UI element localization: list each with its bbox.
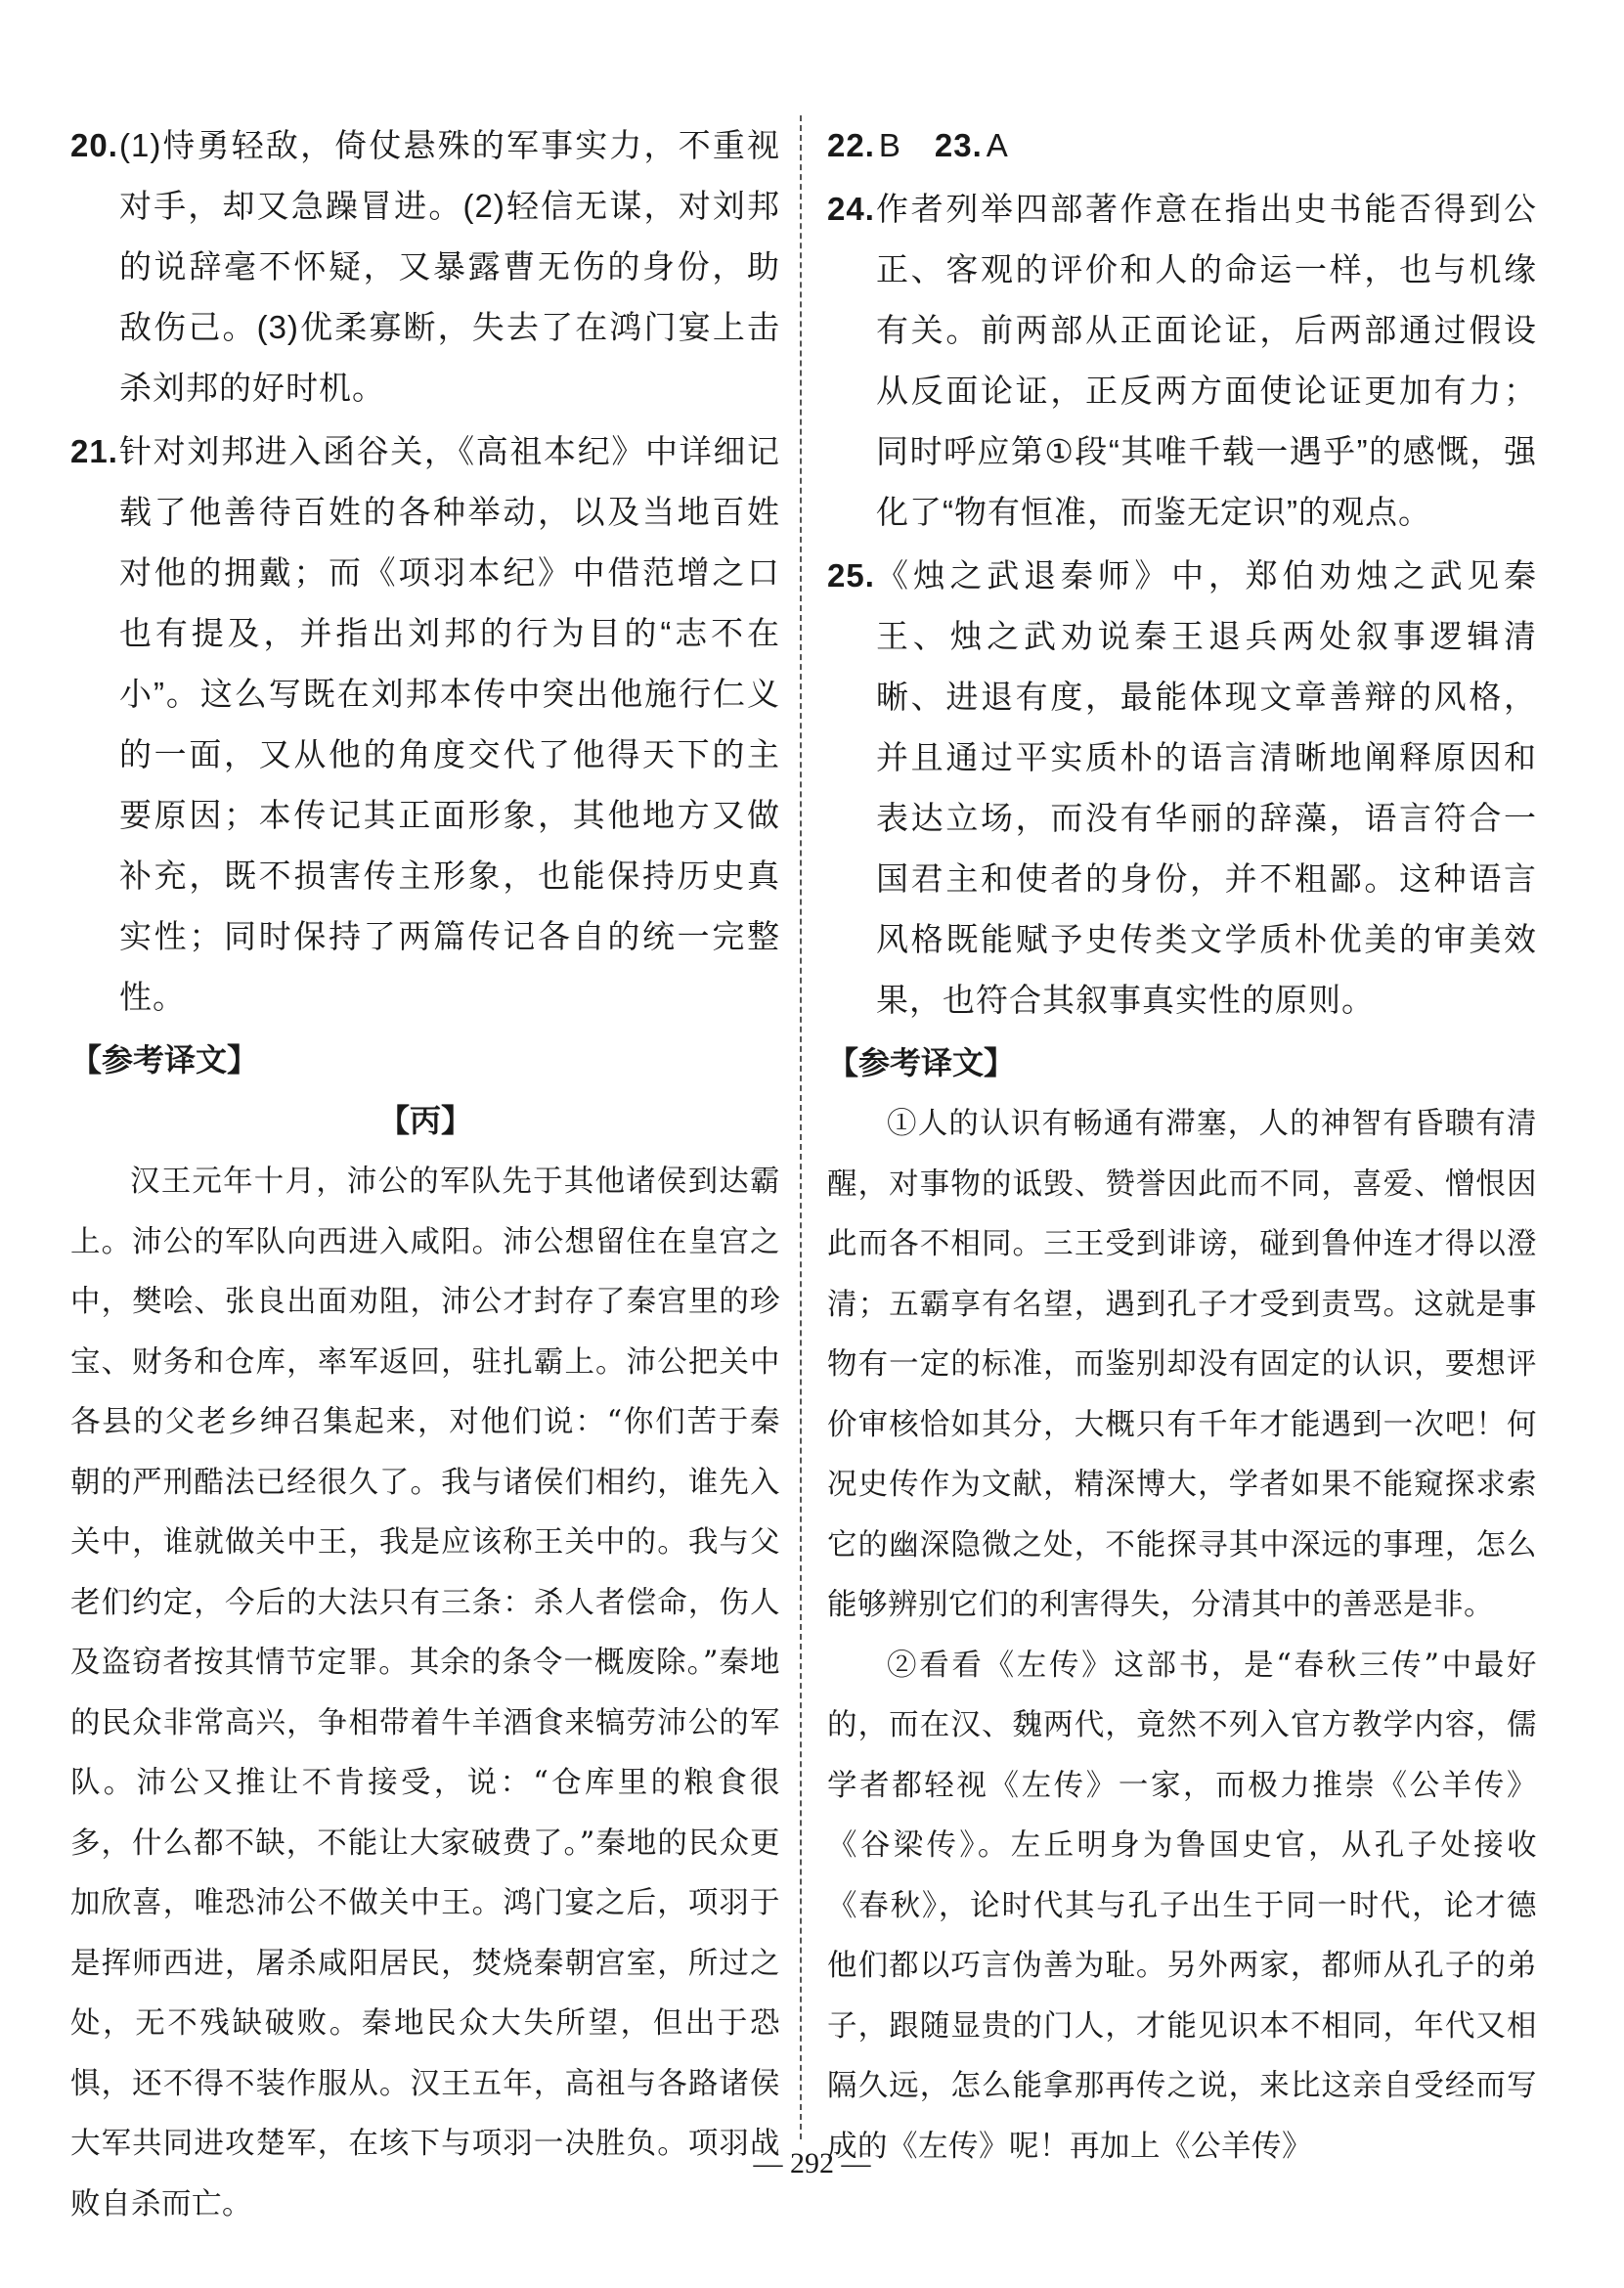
answer-21-text: 针对刘邦进入函谷关，《高祖本纪》中详细记载了他善待百姓的各种举动，以及当地百姓对他的拥戴；而《项羽本纪》中借范增之口也有提及，并指出刘邦的行为目的“志不在小”。这么写既在刘邦本传中突出他施行仁义的一面，又从他的角度交代了他得天下的主要原因；本传记其正面形象，其他地方又做补充，既不损害传主形象，也能保持历史真实性；同时保持了两篇传记各自的统一完整性。 — [119, 433, 780, 1015]
reference-translation-heading: 【参考译文】 — [70, 1042, 259, 1078]
answer-23-number: 23. — [934, 127, 983, 163]
answer-22-number: 22. — [827, 127, 875, 163]
reference-translation-heading-right: 【参考译文】 — [827, 1045, 1016, 1080]
right-column — [827, 115, 1537, 2177]
answer-22-23 — [827, 115, 1537, 176]
translation-paragraph-2: ②看看《左传》这部书，是“春秋三传”中最好的，而在汉、魏两代，竟然不列入官方教学内容，儒学者都轻视《左传》一家，而极力推崇《公羊传》《谷梁传》。左丘明身为鲁国史官，从孔子处接收《春秋》，论时代其与孔子出生于同一时代，论才德他们都以巧言伪善为耻。另外两家，都师从孔子的弟子，跟随显贵的门人，才能见识本不相同，年代又相隔久远，怎么能拿那再传之说，来比这亲自受经而写成的《左传》呢！再加上《公羊传》 — [827, 1648, 1537, 2164]
answer-24-text: 作者列举四部著作意在指出史书能否得到公正、客观的评价和人的命运一样，也与机缘有关。前两部从正面论证，后两部通过假设从反面论证，正反两方面使论证更加有力；同时呼应第①段“其唯千载一遇乎”的感慨，强化了“物有恒准，而鉴无定识”的观点。 — [876, 191, 1537, 530]
translation-bing-paragraph: 汉王元年十月，沛公的军队先于其他诸侯到达霸上。沛公的军队向西进入咸阳。沛公想留住在皇宫之中，樊哙、张良出面劝阻，沛公才封存了秦宫里的珍宝、财务和仓库，率军返回，驻扎霸上。沛公把关中各县的父老乡绅召集起来，对他们说：“你们苦于秦朝的严刑酷法已经很久了。我与诸侯们相约，谁先入关中，谁就做关中王，我是应该称王关中的。我与父老们约定，今后的大法只有三条：杀人者偿命，伤人及盗窃者按其情节定罪。其余的条令一概废除。”秦地的民众非常高兴，争相带着牛羊酒食来犒劳沛公的军队。沛公又推让不肯接受，说：“仓库里的粮食很多，什么都不缺，不能让大家破费了。”秦地的民众更加欣喜，唯恐沛公不做关中王。鸿门宴之后，项羽于是挥师西进，屠杀咸阳居民，焚烧秦朝宫室，所过之处，无不残缺破败。秦地民众大失所望，但出于恐惧，还不得不装作服从。汉王五年，高祖与各路诸侯大军共同进攻楚军，在垓下与项羽一决胜负。项羽战败自杀而亡。 — [70, 1165, 780, 2222]
answer-25-number: 25. — [827, 557, 875, 594]
answer-25 — [827, 546, 1537, 1031]
answer-24-number: 24. — [827, 191, 875, 227]
answer-20-number: 20. — [70, 127, 118, 163]
answer-20-text: (1)恃勇轻敌，倚仗悬殊的军事实力，不重视对手，却又急躁冒进。(2)轻信无谋，对刘邦的说辞毫不怀疑，又暴露曹无伤的身份，助敌伤己。(3)优柔寡断，失去了在鸿门宴上击杀刘邦的好时机。 — [119, 127, 780, 406]
answer-23-choice: A — [986, 127, 1009, 163]
answer-20 — [70, 115, 780, 418]
answer-24 — [827, 179, 1537, 543]
column-divider — [800, 115, 802, 2139]
answer-21-number: 21. — [70, 433, 118, 469]
left-column — [70, 115, 780, 2234]
page-number: — 292 — — [753, 2147, 871, 2179]
translation-paragraph-1: ①人的认识有畅通有滞塞，人的神智有昏聩有清醒，对事物的诋毁、赞誉因此而不同，喜爱、憎恨因此而各不相同。三王受到诽谤，碰到鲁仲连才得以澄清；五霸享有名望，遇到孔子才受到责骂。这就是事物有一定的标准，而鉴别却没有固定的认识，要想评价审核恰如其分，大概只有千年才能遇到一次吧！何况史传作为文献，精深博大，学者如果不能窥探求索它的幽深隐微之处，不能探寻其中深远的事理，怎么能够辨别它们的利害得失，分清其中的善恶是非。 — [827, 1107, 1537, 1622]
answer-25-text: 《烛之武退秦师》中，郑伯劝烛之武见秦王、烛之武劝说秦王退兵两处叙事逻辑清晰、进退有度，最能体现文章善辩的风格，并且通过平实质朴的语言清晰地阐释原因和表达立场，而没有华丽的辞藻，语言符合一国君主和使者的身份，并不粗鄙。这种语言风格既能赋予史传类文学质朴优美的审美效果，也符合其叙事真实性的原则。 — [876, 557, 1537, 1018]
section-bing-heading: 【丙】 — [377, 1103, 472, 1138]
answer-22-choice: B — [878, 127, 901, 163]
answer-21 — [70, 421, 780, 1028]
